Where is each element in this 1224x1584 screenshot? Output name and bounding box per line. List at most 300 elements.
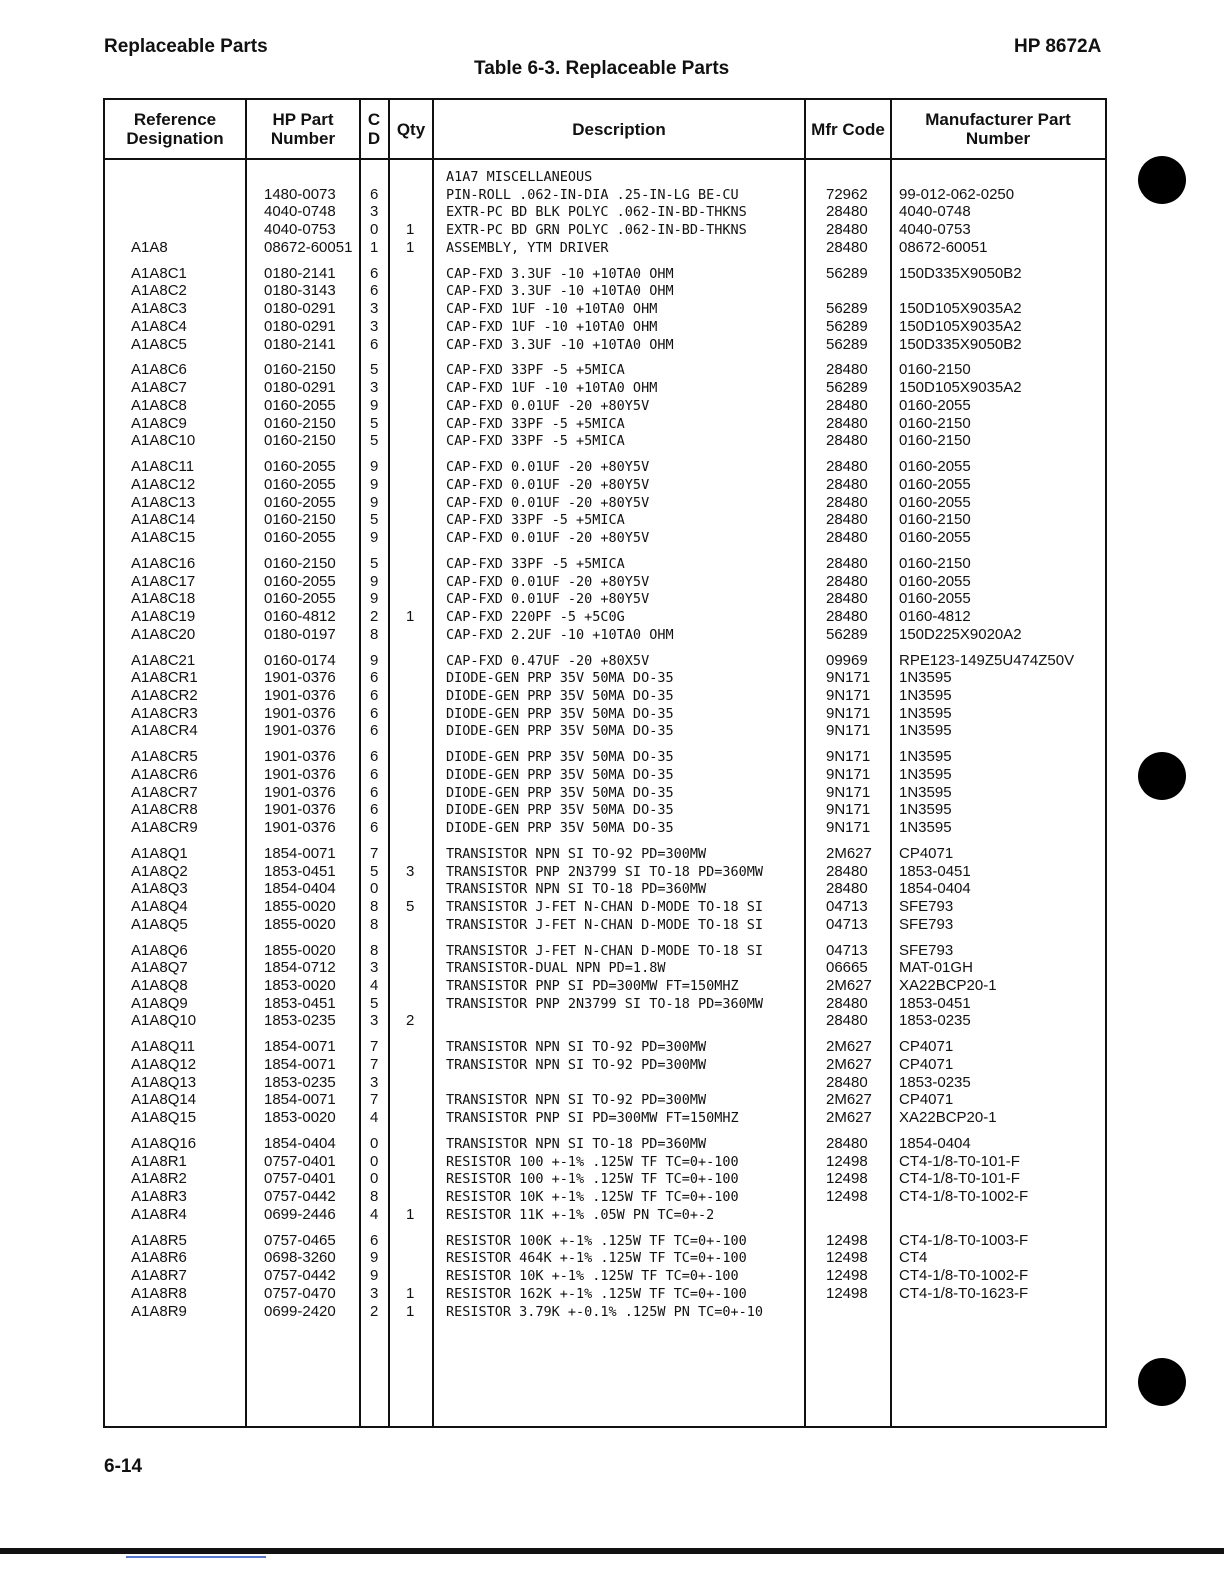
ref-designation: A1A8Q1 [131, 844, 188, 862]
check-digit: 0 [370, 880, 379, 898]
check-digit: 3 [370, 1284, 379, 1302]
ref-designation: A1A8Q10 [131, 1012, 197, 1030]
hp-part-number: 0160-2055 [264, 493, 336, 511]
check-digit: 9 [370, 396, 379, 414]
mfr-part-number: 0160-2055 [899, 493, 971, 511]
check-digit: 9 [370, 590, 379, 608]
description: CAP-FXD 0.01UF -20 +80Y5V [446, 397, 650, 414]
ref-designation: A1A8Q5 [131, 915, 188, 933]
check-digit: 6 [370, 686, 379, 704]
hp-part-number: 0757-0442 [264, 1267, 336, 1285]
mfr-part-number: CT4 [899, 1249, 928, 1267]
mfr-code: 12498 [826, 1152, 868, 1170]
col-header-reference: Reference Designation [126, 110, 224, 148]
ref-designation: A1A8C4 [131, 317, 187, 335]
mfr-code: 12498 [826, 1188, 868, 1206]
hp-part-number: 1901-0376 [264, 765, 336, 783]
ref-designation: A1A8CR9 [131, 819, 198, 836]
hp-part-number: 0160-2055 [264, 475, 336, 493]
hp-part-number: 1855-0020 [264, 915, 336, 933]
mfr-part-number: 4040-0753 [899, 221, 971, 239]
mfr-code: 28480 [826, 458, 868, 476]
mfr-part-number: SFE793 [899, 915, 954, 933]
description: TRANSISTOR PNP 2N3799 SI TO-18 PD=360MW [446, 863, 763, 880]
mfr-part-number: CT4-1/8-T0-1002-F [899, 1188, 1029, 1206]
mfr-part-number: 0160-2055 [899, 475, 971, 493]
check-digit: 6 [370, 801, 379, 819]
mfr-code: 28480 [826, 862, 868, 880]
hp-part-number: 1854-0071 [264, 1038, 336, 1056]
description: TRANSISTOR PNP 2N3799 SI TO-18 PD=360MW [446, 995, 763, 1012]
hp-part-number: 0160-2055 [264, 396, 336, 414]
ref-designation: A1A8R2 [131, 1170, 187, 1188]
description: CAP-FXD 3.3UF -10 +10TA0 OHM [446, 283, 674, 300]
quantity: 2 [406, 1012, 415, 1030]
mfr-part-number: XA22BCP20-1 [899, 977, 997, 994]
mfr-code: 28480 [826, 475, 868, 493]
hp-part-number: 0160-2150 [264, 432, 336, 450]
description: TRANSISTOR J-FET N-CHAN D-MODE TO-18 SI [446, 899, 763, 915]
mfr-code: 12498 [826, 1231, 868, 1249]
ref-designation: A1A8C9 [131, 414, 187, 432]
mfr-code: 28480 [826, 396, 868, 414]
check-digit: 8 [370, 1188, 379, 1206]
description: CAP-FXD 1UF -10 +10TA0 OHM [446, 318, 658, 335]
description: RESISTOR 10K +-1% .125W TF TC=0+-100 [446, 1268, 739, 1285]
description: ASSEMBLY, YTM DRIVER [446, 239, 609, 256]
quantity: 1 [406, 1302, 415, 1320]
mfr-code: 28480 [826, 554, 868, 572]
mfr-part-number: 0160-2150 [899, 511, 971, 529]
description: TRANSISTOR J-FET N-CHAN D-MODE TO-18 SI [446, 942, 763, 959]
mfr-part-number: 4040-0748 [899, 203, 971, 221]
mfr-code: 28480 [826, 607, 868, 625]
mfr-part-number: CT4-1/8-T0-1003-F [899, 1231, 1029, 1249]
column-divider [804, 98, 806, 1428]
check-digit: 2 [370, 607, 379, 625]
ref-designation: A1A8C20 [131, 625, 196, 643]
hp-part-number: 0757-0401 [264, 1152, 336, 1170]
ref-designation: A1A8Q7 [131, 959, 188, 977]
check-digit: 9 [370, 651, 379, 669]
ref-designation: A1A8C8 [131, 396, 187, 414]
col-header-cd: C D [367, 110, 381, 148]
check-digit: 8 [370, 915, 379, 933]
ref-designation: A1A8R8 [131, 1284, 187, 1302]
hp-part-number: 1901-0376 [264, 686, 336, 704]
check-digit: 2 [370, 1302, 379, 1320]
check-digit: 9 [370, 475, 379, 493]
mfr-code: 12498 [826, 1249, 868, 1267]
mfr-code: 9N171 [826, 669, 871, 687]
mfr-code: 28480 [826, 221, 868, 239]
mfr-part-number: 150D105X9035A2 [899, 379, 1022, 397]
mfr-part-number: 1N3595 [899, 686, 952, 704]
mfr-part-number: 0160-4812 [899, 607, 971, 625]
mfr-part-number: 99-012-062-0250 [899, 185, 1015, 203]
quantity: 1 [406, 1205, 415, 1223]
description: RESISTOR 100 +-1% .125W TF TC=0+-100 [446, 1171, 739, 1188]
hp-part-number: 4040-0753 [264, 221, 336, 239]
check-digit: 3 [370, 1012, 379, 1030]
check-digit: 0 [370, 1170, 379, 1188]
check-digit: 5 [370, 511, 379, 529]
mfr-code: 28480 [826, 361, 868, 379]
hp-part-number: 1480-0073 [264, 185, 336, 203]
hp-part-number: 1855-0020 [264, 941, 336, 959]
hp-part-number: 1901-0376 [264, 748, 336, 766]
quantity: 1 [406, 607, 415, 625]
hp-part-number: 0757-0401 [264, 1170, 336, 1188]
check-digit: 7 [370, 1056, 379, 1073]
mfr-part-number: 1854-0404 [899, 880, 971, 898]
hp-part-number: 0757-0465 [264, 1231, 336, 1249]
mfr-part-number: SFE793 [899, 898, 954, 915]
mfr-code: 12498 [826, 1267, 868, 1285]
ref-designation: A1A8Q14 [131, 1091, 197, 1109]
hp-part-number: 0180-0197 [264, 625, 336, 643]
check-digit: 9 [370, 572, 379, 590]
mfr-code: 12498 [826, 1170, 868, 1188]
description: DIODE-GEN PRP 35V 50MA DO-35 [446, 766, 674, 783]
mfr-part-number: 0160-2055 [899, 528, 971, 546]
check-digit: 6 [370, 765, 379, 783]
ref-designation: A1A8CR6 [131, 765, 198, 783]
description: RESISTOR 464K +-1% .125W TF TC=0+-100 [446, 1250, 747, 1267]
ref-designation: A1A8R9 [131, 1302, 187, 1320]
header-divider [103, 158, 1107, 160]
description: CAP-FXD 33PF -5 +5MICA [446, 555, 625, 572]
check-digit: 7 [370, 1091, 379, 1109]
mfr-code: 28480 [826, 511, 868, 529]
mfr-code: 04713 [826, 898, 868, 915]
mfr-part-number: CT4-1/8-T0-101-F [899, 1170, 1020, 1188]
ref-designation: A1A8 [131, 238, 168, 256]
check-digit: 6 [370, 1231, 379, 1249]
description: CAP-FXD 0.01UF -20 +80Y5V [446, 529, 650, 546]
mfr-code: 12498 [826, 1284, 868, 1302]
description: DIODE-GEN PRP 35V 50MA DO-35 [446, 784, 674, 801]
description: CAP-FXD 0.01UF -20 +80Y5V [446, 476, 650, 493]
ref-designation: A1A8R6 [131, 1249, 187, 1267]
binder-hole [1138, 752, 1186, 800]
mfr-code: 2M627 [826, 1091, 872, 1109]
mfr-code: 28480 [826, 238, 868, 256]
quantity: 3 [406, 862, 415, 880]
mfr-part-number: 0160-2055 [899, 590, 971, 608]
check-digit: 7 [370, 844, 379, 862]
ref-designation: A1A8C7 [131, 379, 187, 397]
ref-designation: A1A8CR8 [131, 801, 198, 819]
hp-part-number: 1901-0376 [264, 819, 336, 836]
description: CAP-FXD 1UF -10 +10TA0 OHM [446, 380, 658, 397]
ref-designation: A1A8C19 [131, 607, 196, 625]
mfr-code: 28480 [826, 572, 868, 590]
description: TRANSISTOR NPN SI TO-92 PD=300MW [446, 1057, 707, 1073]
col-header-qty: Qty [396, 119, 426, 139]
check-digit: 4 [370, 1205, 379, 1223]
running-header-section: Replaceable Parts [104, 36, 268, 57]
description: A1A7 MISCELLANEOUS [446, 169, 593, 185]
description: TRANSISTOR NPN SI TO-92 PD=300MW [446, 1039, 707, 1056]
check-digit: 3 [370, 317, 379, 335]
mfr-part-number: SFE793 [899, 941, 954, 959]
check-digit: 3 [370, 203, 379, 221]
table-title: Table 6-3. Replaceable Parts [474, 58, 730, 79]
mfr-code: 28480 [826, 414, 868, 432]
check-digit: 5 [370, 994, 379, 1012]
mfr-code: 9N171 [826, 722, 871, 740]
mfr-part-number: 0160-2055 [899, 458, 971, 476]
hp-part-number: 0160-0174 [264, 651, 336, 669]
hp-part-number: 1854-0712 [264, 959, 336, 977]
mfr-code: 9N171 [826, 801, 871, 819]
description: PIN-ROLL .062-IN-DIA .25-IN-LG BE-CU [446, 186, 739, 203]
description: TRANSISTOR J-FET N-CHAN D-MODE TO-18 SI [446, 916, 763, 933]
description: CAP-FXD 2.2UF -10 +10TA0 OHM [446, 626, 674, 643]
hp-part-number: 0160-2150 [264, 511, 336, 529]
ref-designation: A1A8R5 [131, 1231, 187, 1249]
mfr-code: 2M627 [826, 1056, 872, 1073]
check-digit: 6 [370, 669, 379, 687]
mfr-code: 56289 [826, 625, 868, 643]
column-divider [359, 98, 361, 1428]
ref-designation: A1A8CR3 [131, 704, 198, 722]
mfr-code: 9N171 [826, 783, 871, 801]
column-divider [432, 98, 434, 1428]
description: DIODE-GEN PRP 35V 50MA DO-35 [446, 749, 674, 766]
mfr-part-number: MAT-01GH [899, 959, 973, 977]
check-digit: 0 [370, 1152, 379, 1170]
hp-part-number: 08672-60051 [264, 238, 353, 256]
ref-designation: A1A8Q2 [131, 862, 188, 880]
column-divider [245, 98, 247, 1428]
binder-hole [1138, 156, 1186, 204]
ref-designation: A1A8Q3 [131, 880, 188, 898]
mfr-code: 9N171 [826, 748, 871, 766]
ref-designation: A1A8CR4 [131, 722, 198, 740]
ref-designation: A1A8CR7 [131, 783, 198, 801]
check-digit: 5 [370, 554, 379, 572]
hp-part-number: 0160-2150 [264, 414, 336, 432]
hp-part-number: 1853-0451 [264, 862, 336, 880]
ref-designation: A1A8C16 [131, 554, 196, 572]
mfr-part-number: 1N3595 [899, 704, 952, 722]
hp-part-number: 1854-0404 [264, 1135, 336, 1152]
hp-part-number: 1901-0376 [264, 722, 336, 740]
description: RESISTOR 3.79K +-0.1% .125W PN TC=0+-10 [446, 1303, 763, 1320]
check-digit: 6 [370, 722, 379, 740]
description: TRANSISTOR PNP SI PD=300MW FT=150MHZ [446, 978, 739, 994]
check-digit: 7 [370, 1038, 379, 1056]
mfr-part-number: 1853-0235 [899, 1073, 971, 1091]
hp-part-number: 0180-0291 [264, 300, 336, 318]
ref-designation: A1A8R3 [131, 1188, 187, 1206]
description: CAP-FXD 0.01UF -20 +80Y5V [446, 573, 650, 590]
check-digit: 9 [370, 458, 379, 476]
hp-part-number: 0180-3143 [264, 282, 336, 300]
ref-designation: A1A8Q4 [131, 898, 188, 915]
ref-designation: A1A8C17 [131, 572, 196, 590]
scan-edge-mark [126, 1556, 266, 1558]
mfr-part-number: CP4071 [899, 844, 954, 862]
hp-part-number: 4040-0748 [264, 203, 336, 221]
hp-part-number: 0699-2420 [264, 1302, 336, 1320]
mfr-code: 06665 [826, 959, 868, 977]
description: TRANSISTOR PNP SI PD=300MW FT=150MHZ [446, 1110, 739, 1127]
description: CAP-FXD 33PF -5 +5MICA [446, 362, 625, 379]
ref-designation: A1A8CR1 [131, 669, 198, 687]
ref-designation: A1A8CR2 [131, 686, 198, 704]
description: CAP-FXD 0.01UF -20 +80Y5V [446, 591, 650, 608]
mfr-part-number: 1N3595 [899, 748, 952, 766]
binder-hole [1138, 1358, 1186, 1406]
scan-edge [0, 1548, 1224, 1554]
check-digit: 9 [370, 528, 379, 546]
ref-designation: A1A8C13 [131, 493, 196, 511]
ref-designation: A1A8C1 [131, 264, 187, 282]
check-digit: 6 [370, 819, 379, 836]
description: TRANSISTOR NPN SI TO-18 PD=360MW [446, 1136, 707, 1152]
hp-part-number: 0757-0442 [264, 1188, 336, 1206]
check-digit: 6 [370, 704, 379, 722]
description: RESISTOR 100K +-1% .125W TF TC=0+-100 [446, 1232, 747, 1249]
hp-part-number: 1855-0020 [264, 898, 336, 915]
column-divider [890, 98, 892, 1428]
check-digit: 3 [370, 959, 379, 977]
mfr-code: 28480 [826, 528, 868, 546]
hp-part-number: 1853-0235 [264, 1012, 336, 1030]
mfr-code: 28480 [826, 1135, 868, 1152]
check-digit: 6 [370, 282, 379, 300]
hp-part-number: 0699-2446 [264, 1205, 336, 1223]
hp-part-number: 0160-2055 [264, 572, 336, 590]
check-digit: 0 [370, 221, 379, 239]
hp-part-number: 0160-2150 [264, 361, 336, 379]
ref-designation: A1A8C21 [131, 651, 196, 669]
mfr-part-number: 1N3595 [899, 783, 952, 801]
hp-part-number: 1854-0071 [264, 1056, 336, 1073]
ref-designation: A1A8C11 [131, 458, 195, 476]
mfr-code: 56289 [826, 300, 868, 318]
description: CAP-FXD 0.47UF -20 +80X5V [446, 652, 650, 669]
hp-part-number: 1854-0071 [264, 1091, 336, 1109]
mfr-code: 2M627 [826, 977, 872, 994]
mfr-code: 56289 [826, 379, 868, 397]
hp-part-number: 0180-2141 [264, 264, 336, 282]
mfr-part-number: 0160-2055 [899, 572, 971, 590]
description: TRANSISTOR NPN SI TO-18 PD=360MW [446, 881, 707, 898]
quantity: 1 [406, 221, 415, 239]
description: DIODE-GEN PRP 35V 50MA DO-35 [446, 670, 674, 687]
hp-part-number: 1901-0376 [264, 783, 336, 801]
mfr-part-number: 1853-0235 [899, 1012, 971, 1030]
mfr-code: 28480 [826, 203, 868, 221]
hp-part-number: 1853-0020 [264, 1109, 336, 1127]
mfr-part-number: 150D335X9050B2 [899, 264, 1022, 282]
check-digit: 8 [370, 941, 379, 959]
mfr-part-number: 150D105X9035A2 [899, 317, 1022, 335]
hp-part-number: 0160-2150 [264, 554, 336, 572]
check-digit: 5 [370, 361, 379, 379]
description: CAP-FXD 220PF -5 +5C0G [446, 608, 625, 625]
ref-designation: A1A8Q11 [131, 1038, 195, 1056]
quantity: 1 [406, 1284, 415, 1302]
description: DIODE-GEN PRP 35V 50MA DO-35 [446, 687, 674, 704]
hp-part-number: 0757-0470 [264, 1284, 336, 1302]
description: CAP-FXD 3.3UF -10 +10TA0 OHM [446, 265, 674, 282]
col-header-mfr-part: Manufacturer Part Number [925, 110, 1071, 148]
check-digit: 6 [370, 783, 379, 801]
description: DIODE-GEN PRP 35V 50MA DO-35 [446, 723, 674, 740]
ref-designation: A1A8Q16 [131, 1135, 197, 1152]
check-digit: 9 [370, 1249, 379, 1267]
mfr-code: 56289 [826, 264, 868, 282]
check-digit: 4 [370, 977, 379, 994]
description: CAP-FXD 33PF -5 +5MICA [446, 512, 625, 529]
mfr-part-number: 0160-2150 [899, 432, 971, 450]
check-digit: 6 [370, 185, 379, 203]
mfr-part-number: 0160-2055 [899, 396, 971, 414]
mfr-code: 9N171 [826, 819, 871, 836]
check-digit: 8 [370, 625, 379, 643]
description: CAP-FXD 3.3UF -10 +10TA0 OHM [446, 336, 674, 353]
hp-part-number: 0160-2055 [264, 528, 336, 546]
mfr-part-number: 1853-0451 [899, 994, 971, 1012]
check-digit: 3 [370, 300, 379, 318]
mfr-code: 9N171 [826, 765, 871, 783]
mfr-code: 04713 [826, 915, 868, 933]
hp-part-number: 0180-0291 [264, 379, 336, 397]
check-digit: 1 [370, 238, 379, 256]
hp-part-number: 1853-0020 [264, 977, 336, 994]
ref-designation: A1A8C10 [131, 432, 196, 450]
mfr-code: 2M627 [826, 1109, 872, 1127]
ref-designation: A1A8Q13 [131, 1073, 197, 1091]
description: RESISTOR 10K +-1% .125W TF TC=0+-100 [446, 1189, 739, 1206]
check-digit: 5 [370, 432, 379, 450]
mfr-part-number: CT4-1/8-T0-1623-F [899, 1284, 1029, 1302]
description: RESISTOR 100 +-1% .125W TF TC=0+-100 [446, 1153, 739, 1170]
mfr-code: 56289 [826, 335, 868, 353]
mfr-code: 9N171 [826, 686, 871, 704]
mfr-part-number: CT4-1/8-T0-101-F [899, 1152, 1020, 1170]
mfr-part-number: XA22BCP20-1 [899, 1109, 997, 1127]
ref-designation: A1A8C5 [131, 335, 187, 353]
check-digit: 9 [370, 1267, 379, 1285]
hp-part-number: 1901-0376 [264, 704, 336, 722]
col-header-description: Description [572, 119, 666, 139]
quantity: 1 [406, 238, 415, 256]
description: CAP-FXD 33PF -5 +5MICA [446, 415, 625, 432]
ref-designation: A1A8R7 [131, 1267, 187, 1285]
mfr-code: 2M627 [826, 1038, 872, 1056]
hp-part-number: 0180-0291 [264, 317, 336, 335]
mfr-code: 28480 [826, 493, 868, 511]
hp-part-number: 0180-2141 [264, 335, 336, 353]
check-digit: 8 [370, 898, 379, 915]
col-header-hp-part: HP Part Number [270, 110, 336, 148]
mfr-code: 28480 [826, 1012, 868, 1030]
mfr-part-number: 1854-0404 [899, 1135, 971, 1152]
mfr-part-number: 0160-2150 [899, 361, 971, 379]
description: TRANSISTOR NPN SI TO-92 PD=300MW [446, 845, 707, 862]
mfr-part-number: 0160-2150 [899, 554, 971, 572]
mfr-part-number: 08672-60051 [899, 238, 988, 256]
ref-designation: A1A8R4 [131, 1205, 187, 1223]
ref-designation: A1A8Q15 [131, 1109, 197, 1127]
check-digit: 3 [370, 1073, 379, 1091]
